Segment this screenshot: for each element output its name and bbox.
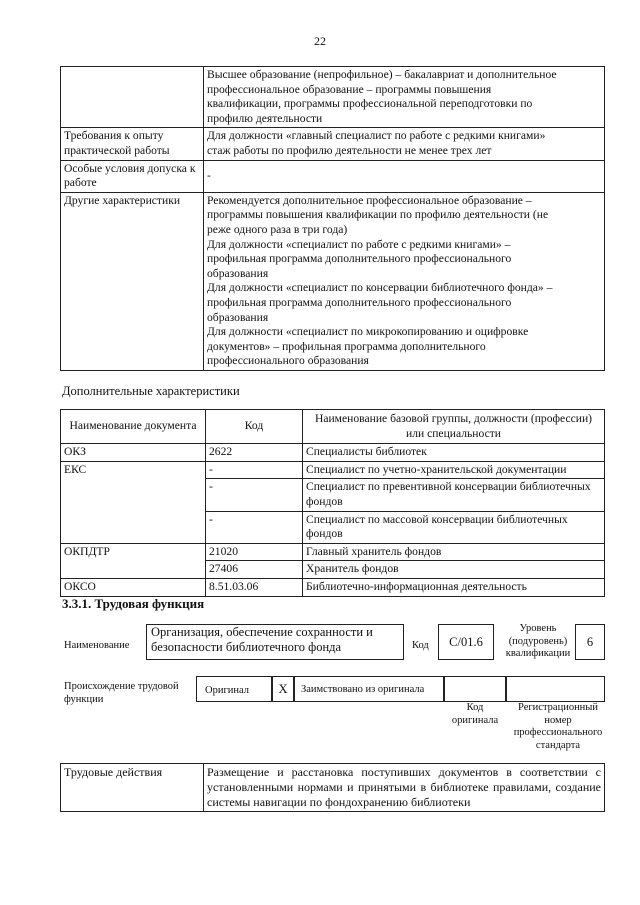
origin-label: Происхождение трудовой функции: [64, 681, 179, 705]
text-line: профильная программа дополнительного профессионального: [207, 252, 512, 266]
table-row: [61, 764, 605, 812]
table-cell: 21020: [206, 543, 303, 561]
text-line: профилю деятельности: [207, 111, 323, 125]
text-line: профессиональное образование – программы повышения: [207, 82, 492, 96]
table-cell: -: [206, 461, 303, 479]
conditions-label: Особые условия допуска к работе: [61, 160, 204, 192]
text-line: образования: [207, 266, 269, 280]
table-cell: Библиотечно-информационная деятельность: [303, 578, 605, 596]
text-line: Для должности «специалист по микрокопированию и оцифровке: [207, 325, 529, 339]
level-value: 6: [586, 635, 594, 649]
table-cell: ОКСО: [61, 578, 206, 596]
conditions-value: [204, 160, 605, 192]
table-cell: Специалист по учетно-хранительской документации: [303, 461, 605, 479]
table-row: [61, 192, 605, 370]
other-value: [204, 192, 605, 370]
table-cell: Специалист по массовой консервации библиотечных фондов: [303, 511, 605, 543]
additional-table: [60, 409, 605, 597]
function-name-box: [146, 624, 404, 660]
text-line: Для должности «главный специалист по работе с редкими книгами»: [207, 129, 546, 143]
text-line: Для должности «специалист по консервации библиотечного фонда» –: [207, 281, 553, 295]
table-row: [61, 128, 605, 160]
requirements-label: [61, 67, 204, 128]
requirements-value: [204, 67, 605, 128]
registration-number-box: [506, 676, 605, 702]
table-cell: ЕКС: [61, 461, 206, 543]
name-label: Наименование: [64, 640, 130, 651]
original-box: [196, 676, 272, 702]
function-code: C/01.6: [449, 635, 483, 649]
table-row: [61, 67, 605, 128]
experience-label: Требования к опыту практической работы: [61, 128, 204, 160]
requirements-table: [60, 66, 605, 371]
text-line: -: [207, 168, 211, 182]
level-label: Уровень (подуровень) квалификации: [505, 623, 571, 659]
table-cell: 27406: [206, 561, 303, 579]
original-mark-box: [272, 676, 294, 702]
function-code-box: [438, 624, 494, 660]
text-line: Для должности «специалист по работе с редкими книгами» –: [207, 237, 511, 251]
table-row: [61, 461, 605, 479]
table-row: [61, 160, 605, 192]
text-line: Рекомендуется дополнительное профессиональное образование –: [207, 193, 532, 207]
text-line: реже одного раза в три года): [207, 222, 348, 236]
actions-text: Размещение и расстановка поступивших документов в соответствии с установленными нормами и принятыми в библиотеке правилами, создание системы навигации по фондохранению библиотеки: [204, 764, 605, 812]
table-row: [61, 444, 605, 462]
table-cell: 8.51.03.06: [206, 578, 303, 596]
table-cell: Специалисты библиотек: [303, 444, 605, 462]
text-line: стаж работы по профилю деятельности не менее трех лет: [207, 143, 492, 157]
text-line: образования: [207, 310, 269, 324]
code-label: Код: [412, 640, 429, 651]
actions-label: Трудовые действия: [61, 764, 204, 812]
level-box: [575, 624, 605, 660]
borrowed-label: Заимствовано из оригинала: [301, 684, 425, 695]
experience-value: [204, 128, 605, 160]
page-number: 22: [314, 34, 326, 48]
other-label: Другие характеристики: [61, 192, 204, 370]
column-header: Наименование документа: [61, 410, 206, 444]
text-line: квалификации, программы профессиональной переподготовки по: [207, 97, 533, 111]
table-cell: Главный хранитель фондов: [303, 543, 605, 561]
original-code-box: [444, 676, 506, 702]
table-cell: -: [206, 479, 303, 511]
text-line: Высшее образование (непрофильное) – бакалавриат и дополнительное: [207, 68, 557, 81]
table-cell: ОКЗ: [61, 444, 206, 462]
function-heading: 3.3.1. Трудовая функция: [62, 596, 205, 611]
table-cell: ОКПДТР: [61, 543, 206, 578]
text-line: профессионального образования: [207, 354, 369, 368]
text-line: программы повышения квалификации по профилю деятельности (не: [207, 208, 549, 222]
column-header: Код: [206, 410, 303, 444]
original-mark: X: [278, 682, 288, 696]
additional-caption: Дополнительные характеристики: [62, 384, 240, 398]
table-cell: Специалист по превентивной консервации библиотечных фондов: [303, 479, 605, 511]
table-row: [61, 543, 605, 561]
text-line: профильная программа дополнительного профессионального: [207, 295, 512, 309]
table-row: [61, 578, 605, 596]
text-line: документов» – профильная программа дополнительного: [207, 339, 486, 353]
table-header-row: [61, 410, 605, 444]
borrowed-box: [294, 676, 444, 702]
original-label: Оригинал: [205, 685, 249, 696]
code-caption: Код оригинала: [451, 702, 499, 726]
table-cell: -: [206, 511, 303, 543]
table-cell: Хранитель фондов: [303, 561, 605, 579]
table-cell: 2622: [206, 444, 303, 462]
registration-caption: Регистрационный номер профессионального стандарта: [513, 702, 603, 751]
actions-table: [60, 763, 605, 812]
function-name: Организация, обеспечение сохранности и безопасности библиотечного фонда: [151, 625, 373, 654]
column-header: Наименование базовой группы, должности (профессии) или специальности: [303, 410, 605, 444]
